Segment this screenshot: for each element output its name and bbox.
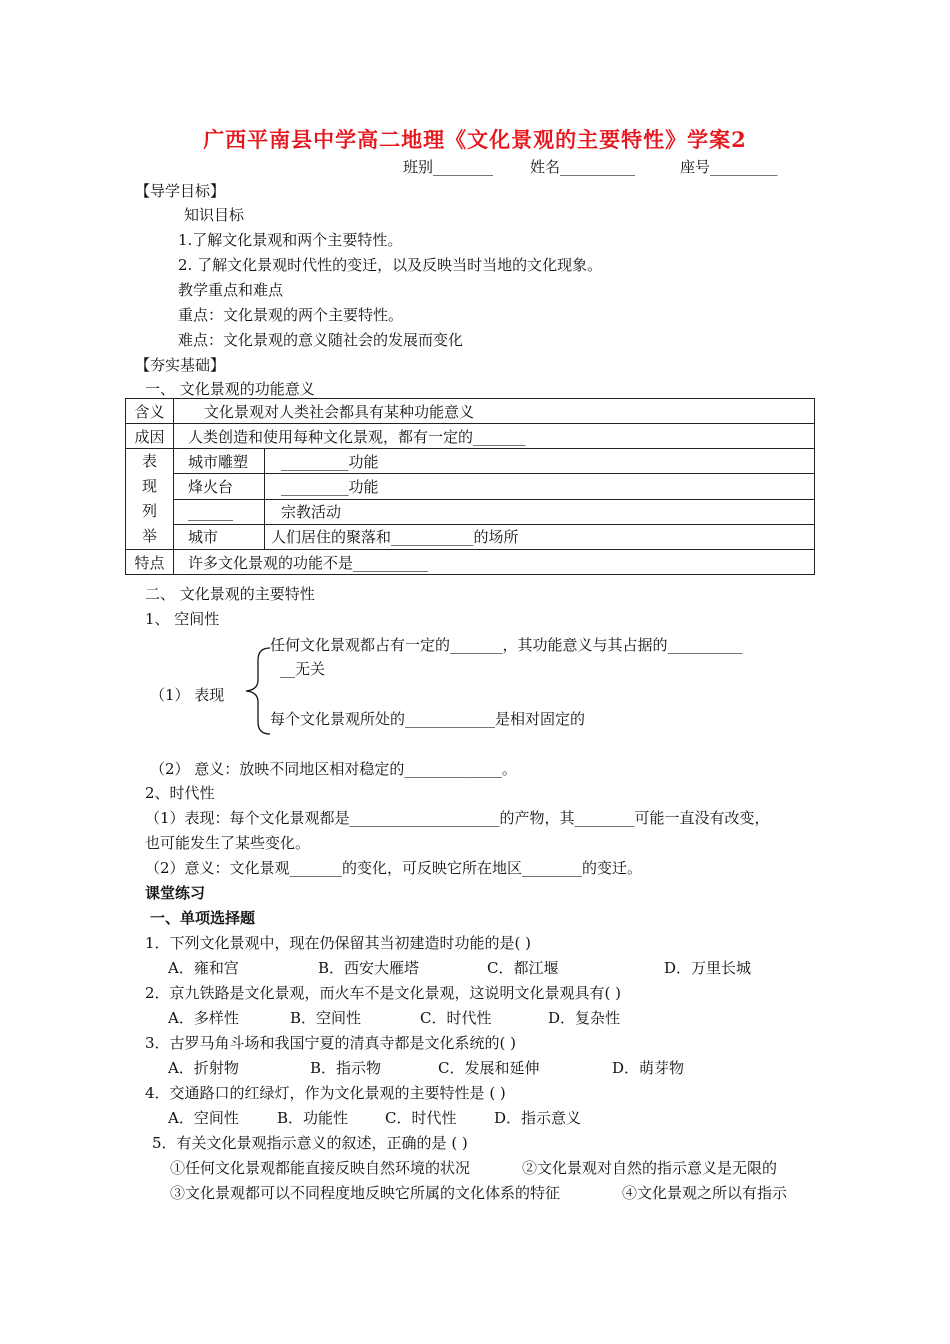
table-label: 成因 [126,424,174,449]
question-2: 2．京九铁路是文化景观，而火车不是文化景观，这说明文化景观具有( ) [145,984,622,1002]
example-text: 人们居住的聚落和___________的场所 [265,524,815,549]
temporal-line-1: （1）表现：每个文化景观都是____________________的产物，其________可能一直没有改变， [145,809,770,827]
goal-item-2: 2. 了解文化景观时代性的变迁，以及反映当时当地的文化现象。 [178,256,603,274]
option[interactable]: B．空间性 [290,1009,362,1027]
example-text: _________功能 [265,474,815,499]
option[interactable]: C．都江堰 [487,959,559,977]
table-label: 特点 [126,550,174,575]
option[interactable]: B．西安大雁塔 [318,959,420,977]
option[interactable]: A．多样性 [168,1009,239,1027]
question-1: 1．下列文化景观中，现在仍保留其当初建造时功能的是( ) [145,934,532,952]
question-4: 4．交通路口的红绿灯，作为文化景观的主要特性是 ( ) [145,1084,506,1102]
class-field[interactable]: 班别________ [403,158,494,176]
spatial-line-1: 任何文化景观都占有一定的_______，其功能意义与其占据的__________ [270,636,743,654]
statement: ①任何文化景观都能直接反映自然环境的状况 [170,1159,471,1177]
table-row [126,499,815,524]
table-row [126,524,815,549]
table-row [126,424,815,449]
option[interactable]: B．功能性 [277,1109,349,1127]
statement: ④文化景观之所以有指示 [622,1184,788,1202]
vlabel-char: 现 [141,477,157,495]
example-name: 城市雕塑 [174,449,265,474]
temporal-line-2: 也可能发生了某些变化。 [145,834,311,852]
table-row [126,399,815,424]
name-field[interactable]: 姓名__________ [530,158,636,176]
section1-title: 一、 文化景观的功能意义 [145,380,315,398]
key-points-title: 教学重点和难点 [178,281,284,299]
temporal-line-3: （2）意义：文化景观_______的变化，可反映它所在地区________的变迁。 [145,859,643,877]
section2-title: 二、 文化景观的主要特性 [145,585,315,603]
option[interactable]: A．折射物 [168,1059,239,1077]
table-row [126,449,815,474]
practice-title: 课堂练习 [145,884,206,902]
option[interactable]: C．时代性 [420,1009,492,1027]
question-3: 3．古罗马角斗场和我国宁夏的清真寺都是文化系统的( ) [145,1034,517,1052]
option[interactable]: C．发展和延伸 [438,1059,540,1077]
vlabel-char: 表 [141,452,157,470]
example-name: 烽火台 [174,474,265,499]
key-point: 重点：文化景观的两个主要特性。 [178,306,404,324]
table-row [126,474,815,499]
example-text: 宗教活动 [265,499,815,524]
brace-icon [244,646,272,736]
option[interactable]: A．空间性 [168,1109,239,1127]
question-5: 5．有关文化景观指示意义的叙述，正确的是 ( ) [152,1134,468,1152]
option[interactable]: D．萌芽物 [612,1059,685,1077]
example-name: 城市 [174,524,265,549]
table-cell: 许多文化景观的功能不是__________ [174,550,815,575]
example-text: _________功能 [265,449,815,474]
option[interactable]: A．雍和宫 [168,959,239,977]
spatial-line-1b: __无关 [280,660,326,678]
table-vertical-label [126,449,174,550]
function-table [125,398,815,575]
option[interactable]: D．万里长城 [664,959,752,977]
knowledge-goals-title: 知识目标 [184,206,245,224]
mc-title: 一、单项选择题 [150,909,256,927]
example-name: ______ [174,499,265,524]
table-cell: 人类创造和使用每种文化景观，都有一定的_______ [174,424,815,449]
option[interactable]: D．指示意义 [494,1109,582,1127]
statement: ②文化景观对自然的指示意义是无限的 [522,1159,778,1177]
goal-item-1: 1.了解文化景观和两个主要特性。 [178,231,403,249]
spatial-performance-label: （1） 表现 [150,686,225,704]
spatial-title: 1、 空间性 [145,610,220,628]
page-title: 广西平南县中学高二地理《文化景观的主要特性》学案2 [203,127,747,152]
vlabel-char: 列 [141,502,157,520]
option[interactable]: B．指示物 [310,1059,382,1077]
table-label: 含义 [126,399,174,424]
seat-field[interactable]: 座号_________ [680,158,778,176]
temporal-title: 2、时代性 [145,784,215,802]
statement: ③文化景观都可以不同程度地反映它所属的文化体系的特征 [170,1184,561,1202]
difficulty-point: 难点：文化景观的意义随社会的发展而变化 [178,331,464,349]
option[interactable]: C．时代性 [385,1109,457,1127]
option[interactable]: D．复杂性 [548,1009,621,1027]
table-cell: 文化景观对人类社会都具有某种功能意义 [174,399,815,424]
table-row [126,550,815,575]
section-basis-heading: 【夯实基础】 [135,356,226,374]
spatial-meaning: （2） 意义：放映不同地区相对稳定的_____________。 [150,760,517,778]
vlabel-char: 举 [141,527,157,545]
spatial-line-2: 每个文化景观所处的____________是相对固定的 [270,710,586,728]
section-guide-heading: 【导学目标】 [135,182,226,200]
